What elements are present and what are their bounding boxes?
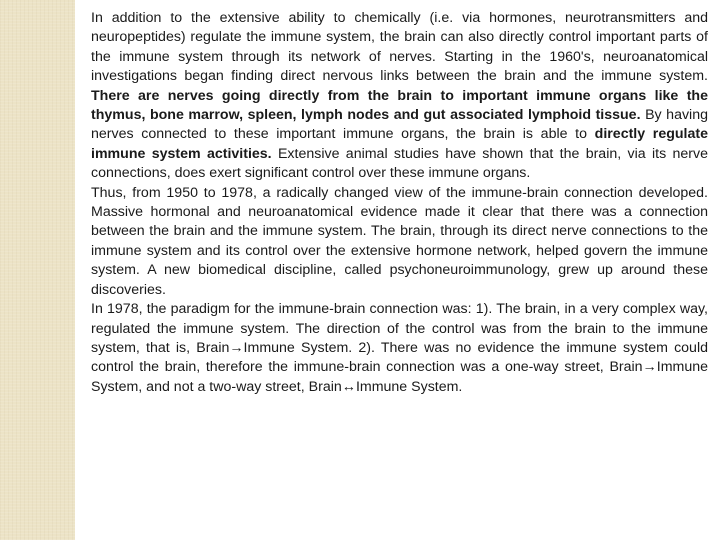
paragraph-1: [91, 9, 708, 184]
document-body: [91, 9, 708, 397]
paragraph-1-middle: By having nerves connected to these important immune organs, the brain is able to: [91, 107, 708, 143]
paragraph-1-end: Extensive animal studies have shown that the brain, via its nerve connections, does exert significant control over these immune organs.: [91, 145, 708, 182]
paragraph-2: Thus, from 1950 to 1978, a radically changed view of the immune-brain connection developed. Massive hormonal and neuroanatomical evidence made it clear that there was a connection between the brain and the immune system. The brain, through its direct nerve connections to the immune system and its control over the extensive hormone network, helped govern the immune system. A new biomedical discipline, called psychoneuroimmunology, grew up around these discoveries.: [91, 184, 708, 298]
paragraph-1-intro: In addition to the extensive ability to chemically (i.e. via hormones, neurotransmitters and neuropeptides) regulate the immune system, the brain can also directly control important parts of the immune system through its network of nerves. Starting in the 1960's, neuroanatomical investigations began finding direct nervous links between the brain and the immune system.: [91, 10, 708, 85]
paragraph-1-bold-nerves: There are nerves going directly from the brain to important immune organs like the thymus, bone marrow, spleen, lymph nodes and gut associated lymphoid tissue.: [91, 87, 708, 124]
paragraph-3: In 1978, the paradigm for the immune-brain connection was: 1). The brain, in a very complex way, regulated the immune system. The direction of the control was from the brain to the immune system, that is, Brain→Immune System. 2). There was no evidence the immune system could control the brain, therefore the immune-brain connection was a one-way street, Brain→Immune System, and not a two-way street, Brain↔Immune System.: [91, 301, 708, 395]
paragraph-1-bold-regulate: directly regulate immune system activities.: [91, 126, 708, 162]
decorative-side-stripe: [0, 0, 75, 540]
